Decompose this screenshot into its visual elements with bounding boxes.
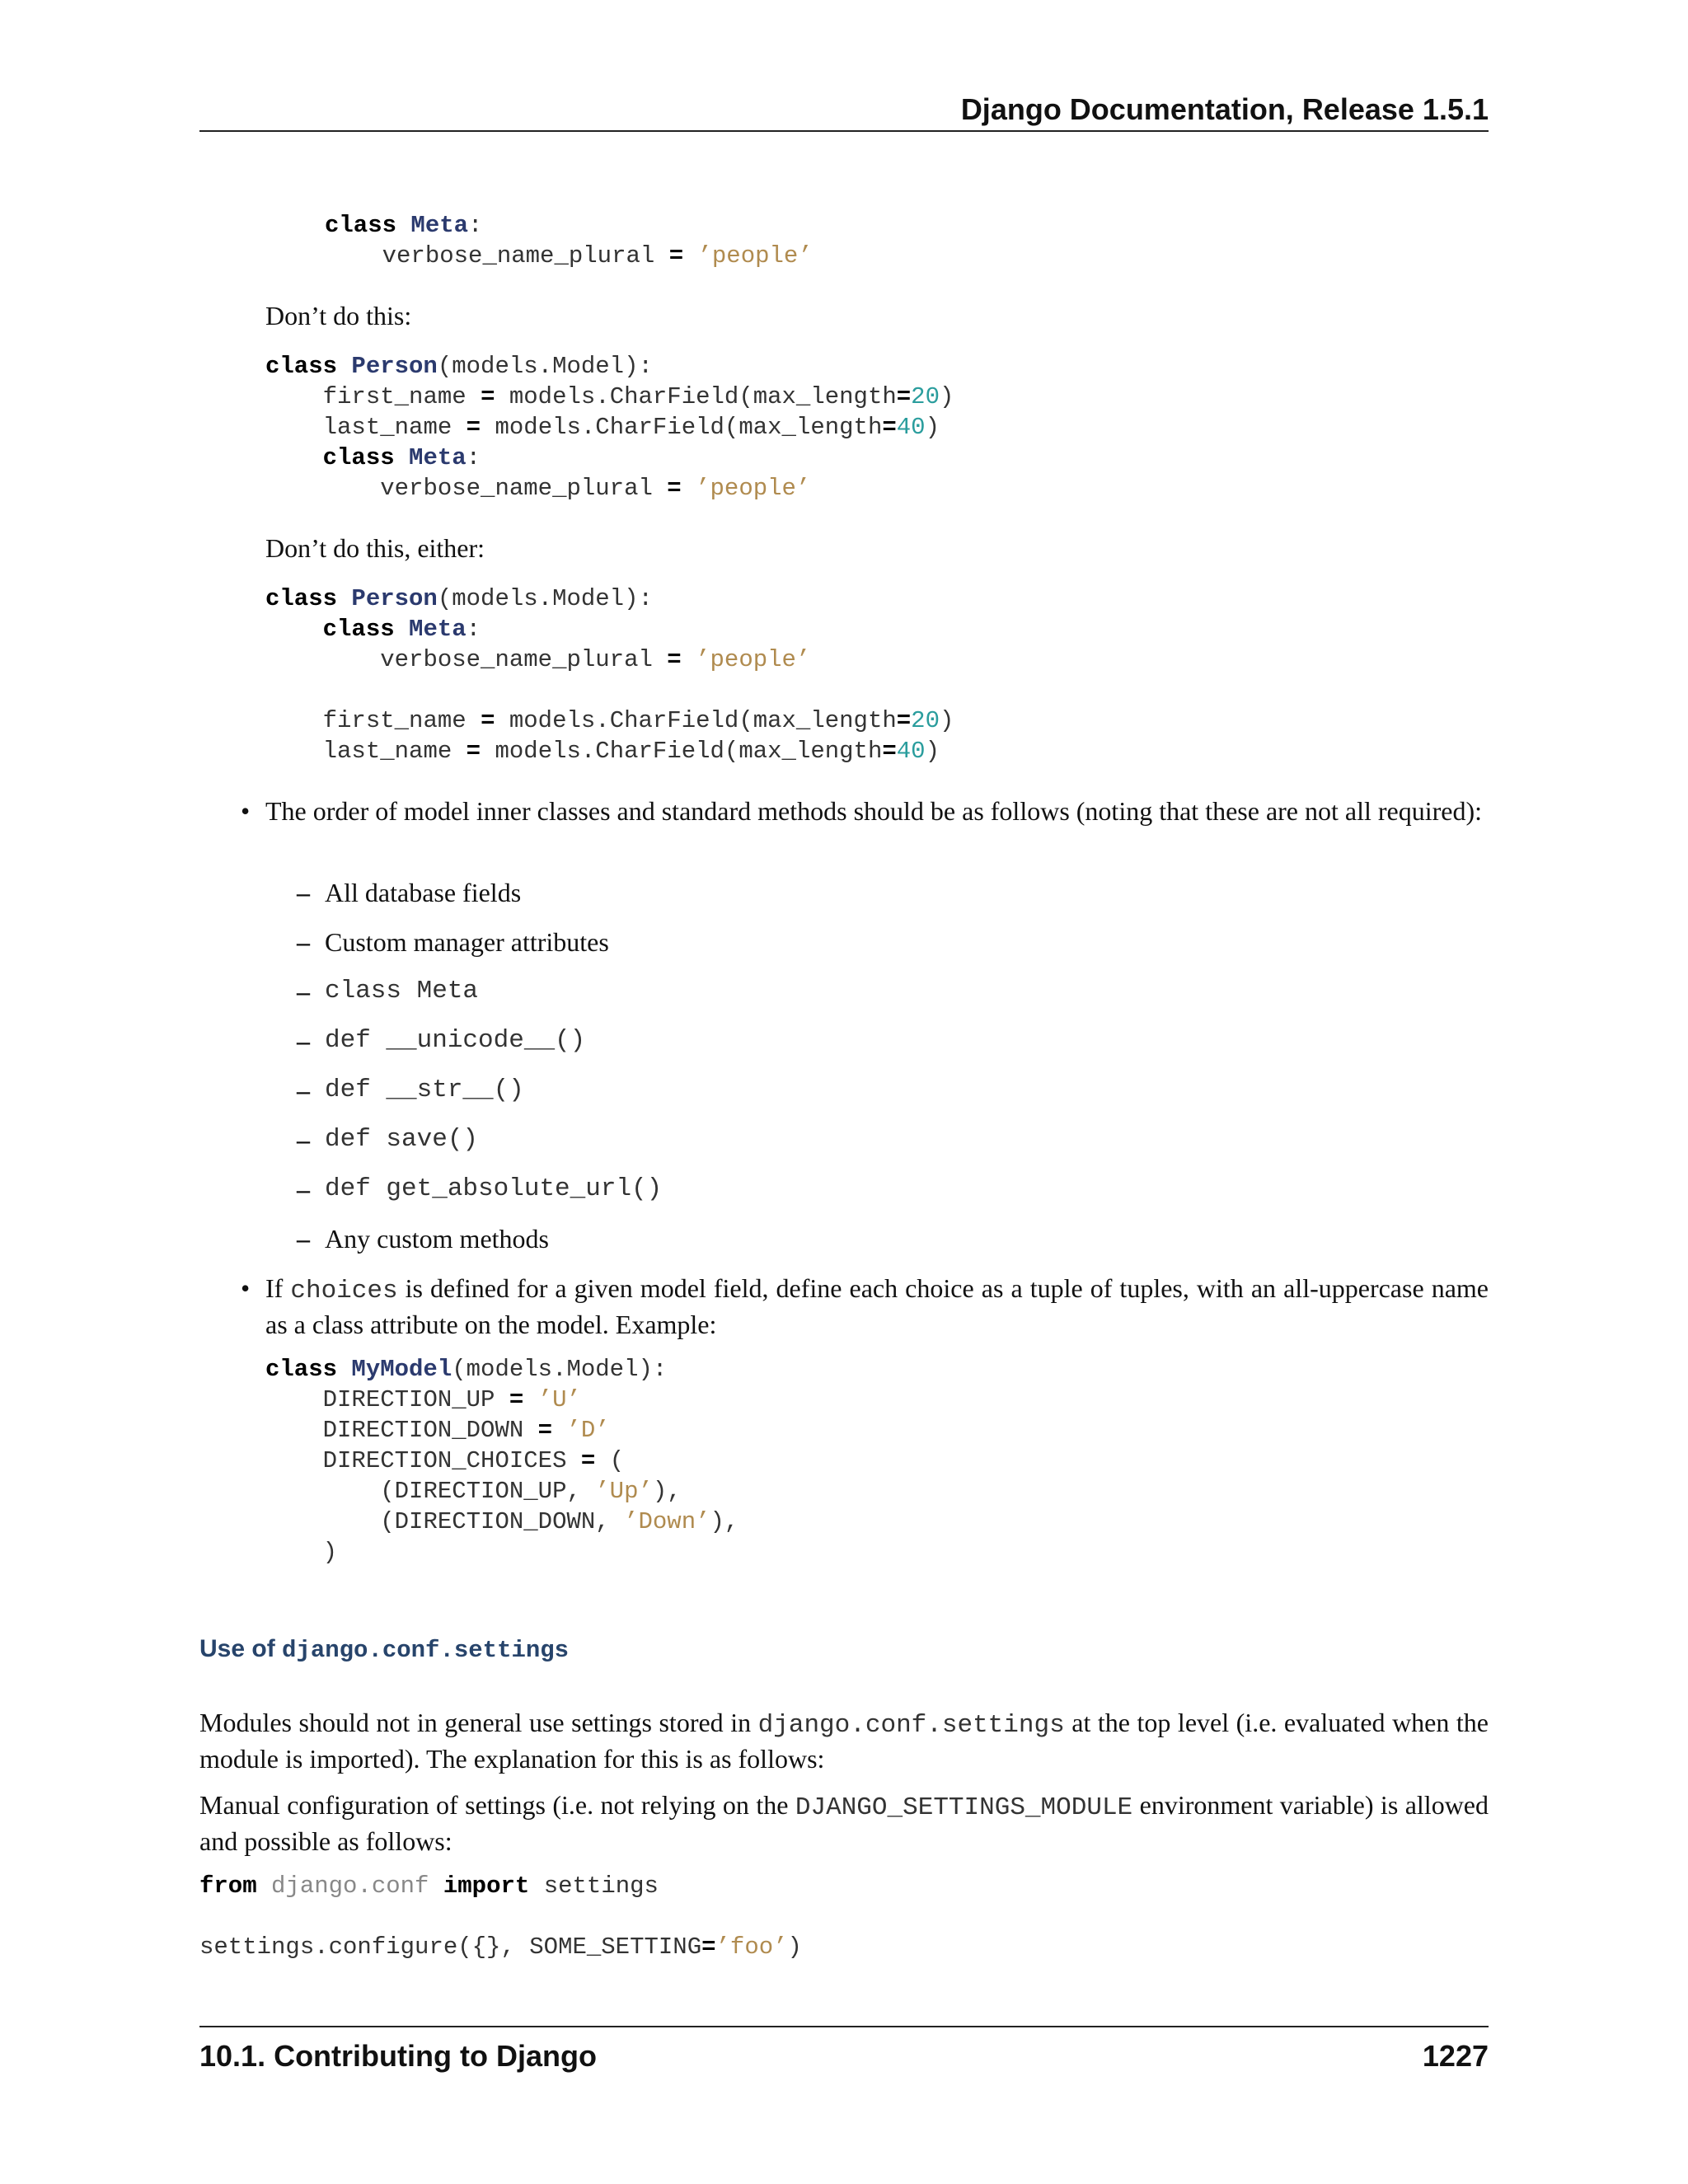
paragraph-dont-either: Don’t do this, either: [265,533,485,563]
section-heading: Use of django.conf.settings [199,1635,570,1664]
header-title: Django Documentation, Release 1.5.1 [960,92,1489,126]
list-item: def __unicode__() [325,1026,586,1055]
code-block-choices: class MyModel(models.Model): DIRECTION_UP = ’U’ DIRECTION_DOWN = ’D’ DIRECTION_CHOICES = ( (DIRECTION_UP, ’Up’), (DIRECTION_DOWN, ’Down’), ) [265,1356,739,1566]
dash-marker: – [297,927,310,957]
list-item: Custom manager attributes [325,927,609,957]
paragraph-dont: Don’t do this: [265,301,412,330]
page-footer [199,2026,1489,2077]
list-item: def __str__() [325,1076,524,1104]
bullet-marker: • [241,796,251,826]
page-number: 1227 [1422,2039,1489,2073]
paragraph-settings-usage: Modules should not in general use settings stored in django.conf.settings at the top level (i.e. evaluated when the module is imported). The explanation for this is as follows: [199,1708,1489,1774]
bullet-order-text: The order of model inner classes and standard methods should be as follows (noting that these are not all required): [265,796,1483,826]
dash-marker: – [297,1076,310,1105]
paragraph-manual-config: Manual configuration of settings (i.e. not relying on the DJANGO_SETTINGS_MODULE environment variable) is allowed and possible as follows: [199,1790,1489,1856]
code-block-dont-either: class Person(models.Model): class Meta: verbose_name_plural = ’people’ first_name = models.CharField(max_length=20) last_name = models.CharField(max_length=40) [265,585,954,765]
dash-marker: – [297,1125,310,1155]
list-item: Any custom methods [325,1224,549,1254]
code-block-dont: class Person(models.Model): first_name = models.CharField(max_length=20) last_name = models.CharField(max_length=40) class Meta: verbose_name_plural = ’people’ [265,353,954,502]
list-item: def save() [325,1125,479,1154]
code-block-meta: class Meta: verbose_name_plural = ’people’ [325,212,813,269]
list-item: All database fields [325,878,522,907]
dash-marker: – [297,1224,310,1254]
footer-section: 10.1. Contributing to Django [199,2039,597,2073]
dash-marker: – [297,977,310,1006]
page-header [199,89,1489,132]
dash-marker: – [297,878,310,907]
dash-marker: – [297,1026,310,1056]
code-block-configure: from django.conf import settings settings.configure({}, SOME_SETTING=’foo’) [199,1872,802,1961]
bullet-marker: • [241,1273,251,1303]
bullet-choices-text: If choices is defined for a given model field, define each choice as a tuple of tuples, with an all-uppercase name as a class attribute on the model. Example: [265,1273,1489,1339]
list-item: class Meta [325,977,479,1005]
dash-marker: – [297,1174,310,1204]
list-item: def get_absolute_url() [325,1174,663,1203]
